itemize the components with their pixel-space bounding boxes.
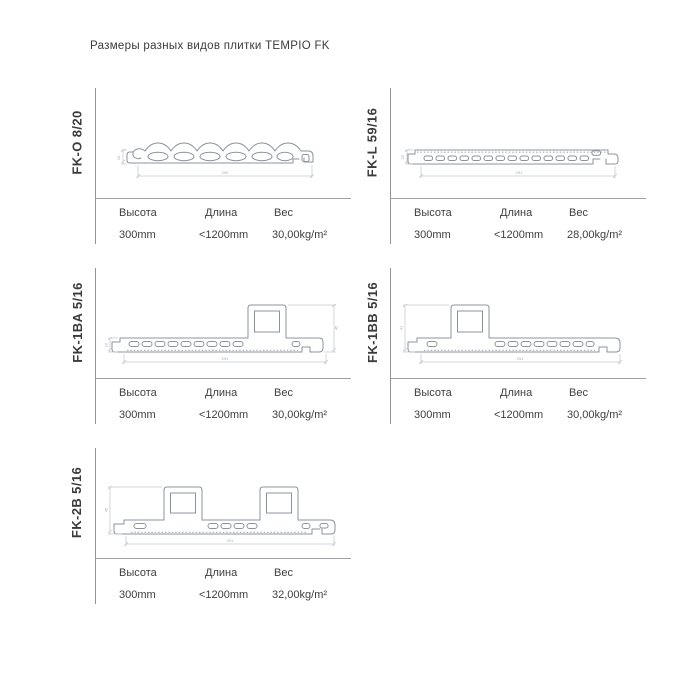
dim-width-label: 291 xyxy=(226,537,234,543)
dimension-lines xyxy=(399,304,623,364)
spec-value-height: 300mm xyxy=(119,229,156,241)
section-label-wrap xyxy=(355,88,389,196)
spec-value-weight: 30,00kg/m² xyxy=(272,229,328,241)
dim-height-label: 16 xyxy=(400,154,405,160)
spec-header-length: Длина xyxy=(205,387,238,399)
spec-table xyxy=(95,198,351,245)
spec-value-height: 300mm xyxy=(119,409,156,421)
profile-drawing-fk-o xyxy=(96,88,348,196)
page-title: Размеры разных видов плитки TEMPIO FK xyxy=(90,40,330,52)
profile-outline xyxy=(408,305,620,352)
section-label: FK-L 59/16 xyxy=(364,107,380,177)
section-fk-2b xyxy=(62,448,354,604)
spec-header-length: Длина xyxy=(205,567,238,579)
dim-width-label: 291 xyxy=(221,355,229,361)
dim-height-label: 16 xyxy=(103,342,109,348)
dim-height-label: 20 xyxy=(116,155,121,161)
spec-value-weight: 28,00kg/m² xyxy=(567,229,623,241)
spec-header-length: Длина xyxy=(500,387,533,399)
spec-header-length: Длина xyxy=(500,207,533,219)
section-label-wrap xyxy=(60,268,94,376)
profile-drawing-fk-1bb xyxy=(391,268,643,376)
dimension-lines xyxy=(104,304,339,364)
spec-value-height: 300mm xyxy=(414,409,451,421)
dim-width-label: 292 xyxy=(221,169,229,175)
spec-value-weight: 32,00kg/m² xyxy=(272,589,328,601)
section-label-wrap xyxy=(355,268,389,376)
spec-value-length: <1200mm xyxy=(494,409,544,421)
dim-height-label: 41 xyxy=(398,325,404,331)
spec-value-length: <1200mm xyxy=(199,409,249,421)
spec-header-height: Высота xyxy=(414,387,452,399)
section-fk-1bb xyxy=(357,268,649,424)
section-fk-l xyxy=(357,88,649,244)
dim-height-label: 45 xyxy=(103,507,109,513)
spec-table xyxy=(95,558,351,605)
section-label-wrap xyxy=(60,88,94,196)
spec-value-weight: 30,00kg/m² xyxy=(272,409,328,421)
spec-header-height: Высота xyxy=(119,567,157,579)
spec-header-weight: Вес xyxy=(569,387,588,399)
spec-value-length: <1200mm xyxy=(199,589,249,601)
spec-table xyxy=(390,198,646,245)
section-label-wrap xyxy=(60,448,94,556)
section-fk-o xyxy=(62,88,354,244)
spec-header-weight: Вес xyxy=(274,567,293,579)
spec-header-weight: Вес xyxy=(274,387,293,399)
profile-outline xyxy=(112,305,323,352)
profile-outline xyxy=(408,150,618,164)
section-label: FK-1BA 5/16 xyxy=(69,281,85,363)
dimension-lines xyxy=(104,486,337,546)
section-label: FK-2B 5/16 xyxy=(69,466,85,538)
section-label: FK-1BB 5/16 xyxy=(364,281,380,363)
spec-value-weight: 30,00kg/m² xyxy=(567,409,623,421)
section-label: FK-O 8/20 xyxy=(69,109,85,175)
spec-header-height: Высота xyxy=(119,207,157,219)
spec-value-length: <1200mm xyxy=(494,229,544,241)
spec-header-height: Высота xyxy=(119,387,157,399)
profile-outline xyxy=(127,143,313,163)
spec-header-length: Длина xyxy=(205,207,238,219)
spec-header-weight: Вес xyxy=(274,207,293,219)
spec-value-height: 300mm xyxy=(119,589,156,601)
spec-value-length: <1200mm xyxy=(199,229,249,241)
dim-width-label: 291 xyxy=(515,169,523,175)
spec-value-height: 300mm xyxy=(414,229,451,241)
dim-box-height-label: 45 xyxy=(333,325,339,331)
section-fk-1ba xyxy=(62,268,354,424)
profile-drawing-fk-l xyxy=(391,88,643,196)
spec-table xyxy=(390,378,646,425)
spec-header-weight: Вес xyxy=(569,207,588,219)
profile-drawing-fk-1ba xyxy=(96,268,348,376)
spec-table xyxy=(95,378,351,425)
profile-outline xyxy=(114,487,335,534)
dim-width-label: 291 xyxy=(516,355,524,361)
spec-header-height: Высота xyxy=(414,207,452,219)
profile-drawing-fk-2b xyxy=(96,448,348,556)
